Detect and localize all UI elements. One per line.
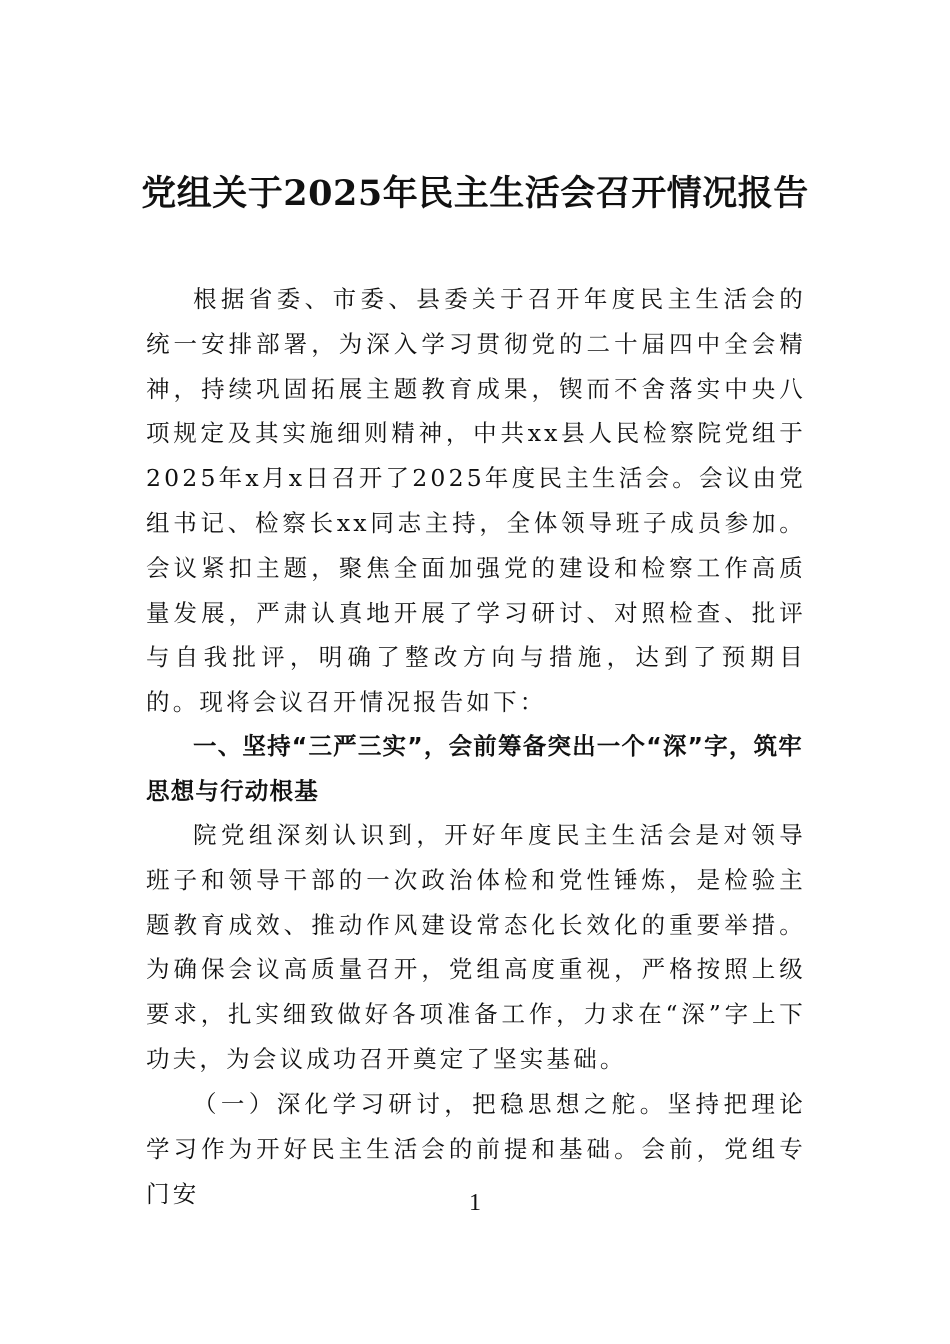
intro-paragraph: 根据省委、市委、县委关于召开年度民主生活会的统一安排部署，为深入学习贯彻党的二十届四中全会精神，持续巩固拓展主题教育成果，锲而不舍落实中央八项规定及其实施细则精神，中共xx县人民检察院党组于2025年x月x日召开了2025年度民主生活会。会议由党组书记、检察长xx同志主持，全体领导班子成员参加。会议紧扣主题，聚焦全面加强党的建设和检察工作高质量发展，严肃认真地开展了学习研讨、对照检查、批评与自我批评，明确了整改方向与措施，达到了预期目的。现将会议召开情况报告如下： [146,285,806,717]
document-title: 党组关于2025年民主生活会召开情况报告 [141,173,809,214]
page-number: 1 [469,1190,481,1216]
section-1-heading: 一、坚持“三严三实”，会前筹备突出一个“深”字，筑牢思想与行动根基 [146,732,803,805]
section-1-paragraph: 院党组深刻认识到，开好年度民主生活会是对领导班子和领导干部的一次政治体检和党性锤炼，是检验主题教育成效、推动作风建设常态化长效化的重要举措。为确保会议高质量召开，党组高度重视，严格按照上级要求，扎实细致做好各项准备工作，力求在“深”字上下功夫，为会议成功召开奠定了坚实基础。 [146,821,806,1073]
subsection-1-paragraph: （一）深化学习研讨，把稳思想之舵。坚持把理论学习作为开好民主生活会的前提和基础。会前，党组专门安 [146,1090,806,1208]
